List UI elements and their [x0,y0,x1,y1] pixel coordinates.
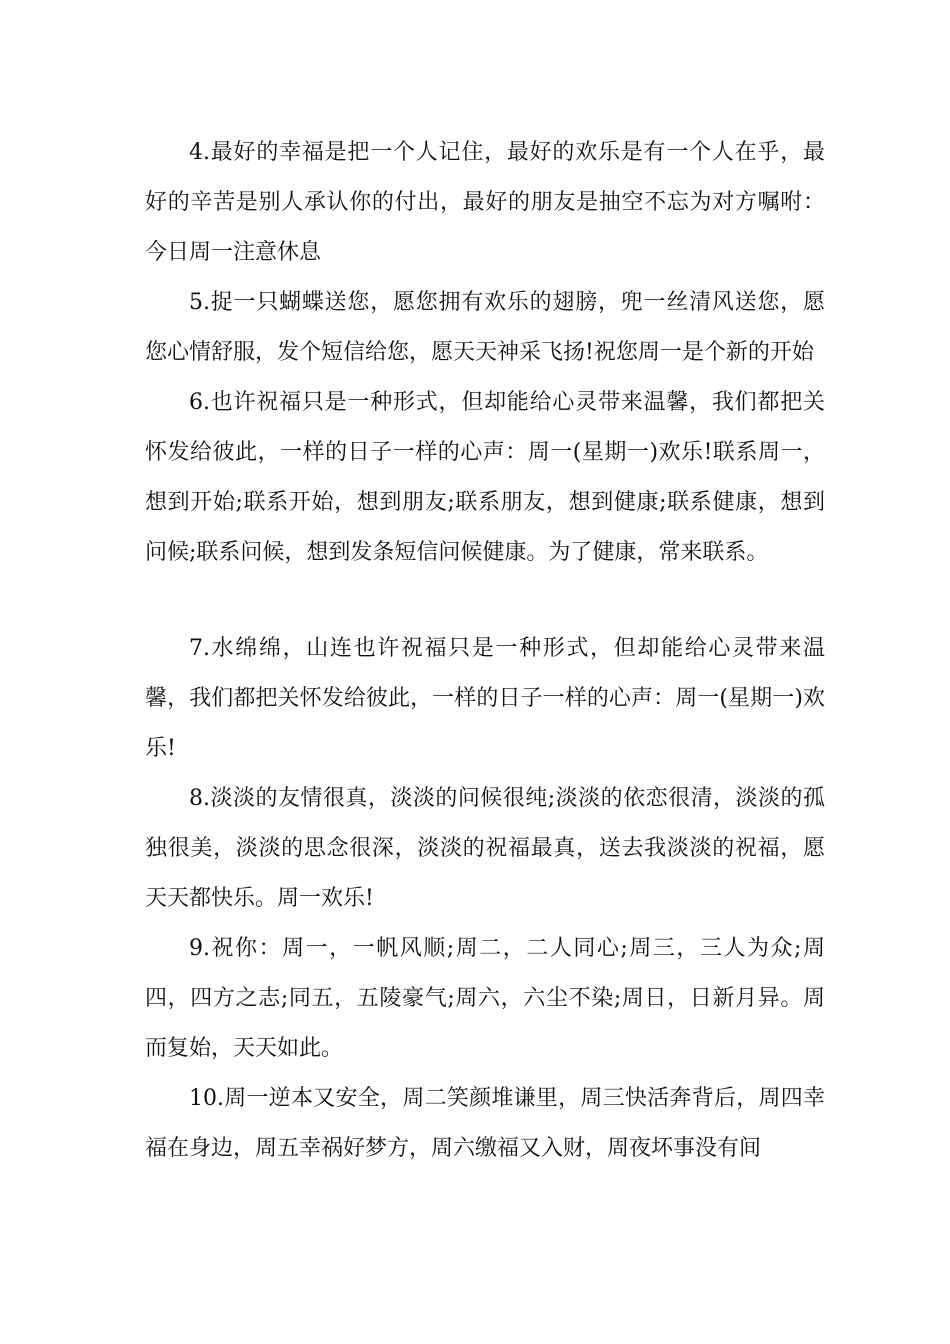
paragraph-7: 7.水绵绵，山连也许祝福只是一种形式，但却能给心灵带来温馨，我们都把关怀发给彼此，一样的日子一样的心声：周一(星期一)欢乐! [145,636,825,761]
paragraph-4: 4.最好的幸福是把一个人记住，最好的欢乐是有一个人在乎，最好的辛苦是别人承认你的付出，最好的朋友是抽空不忘为对方嘱咐：今日周一注意休息 [145,140,825,265]
paragraph-9: 9.祝你：周一，一帆风顺;周二，二人同心;周三，三人为众;周四，四方之志;同五，五陵豪气;周六，六尘不染;周日，日新月异。周而复始，天天如此。 [145,936,825,1061]
paragraph-8: 8.淡淡的友情很真，淡淡的问候很纯;淡淡的依恋很清，淡淡的孤独很美，淡淡的思念很深，淡淡的祝福最真，送去我淡淡的祝福，愿天天都快乐。周一欢乐! [145,786,825,911]
paragraph-6: 6.也许祝福只是一种形式，但却能给心灵带来温馨，我们都把关怀发给彼此，一样的日子一样的心声：周一(星期一)欢乐!联系周一，想到开始;联系开始，想到朋友;联系朋友，想到健康;联系健康，想到问候;联系问候，想到发条短信问候健康。为了健康，常来联系。 [145,390,825,565]
document-page [145,128,825,1174]
paragraph-10: 10.周一逆本又安全，周二笑颜堆谦里，周三快活奔背后，周四幸福在身边，周五幸祸好梦方，周六缴福又入财，周夜坏事没有间 [145,1086,825,1161]
paragraph-5: 5.捉一只蝴蝶送您，愿您拥有欢乐的翅膀，兜一丝清风送您，愿您心情舒服，发个短信给您，愿天天神采飞扬!祝您周一是个新的开始 [145,290,825,365]
